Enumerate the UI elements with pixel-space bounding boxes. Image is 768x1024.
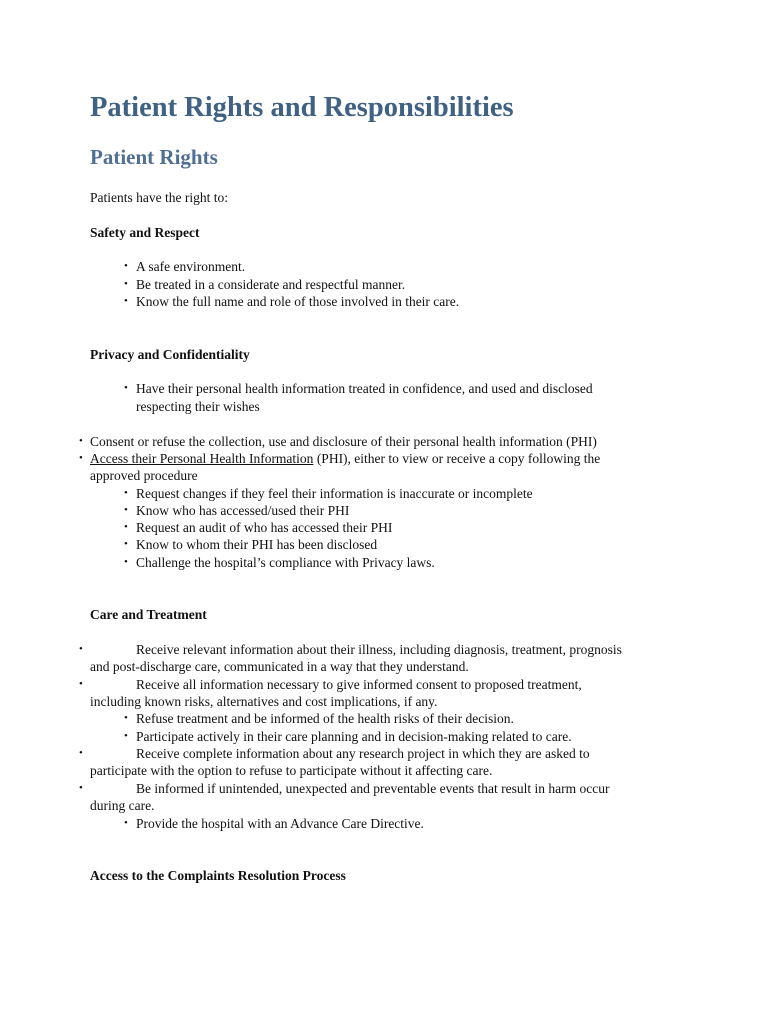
intro-text: Patients have the right to: [90,190,228,205]
section-title-patient-rights: Patient Rights [90,145,218,169]
list-item-care-sub-3: Provide the hospital with an Advance Care Directive. [136,816,424,831]
list-item-privacy-1-line-2: respecting their wishes [136,399,260,414]
list-item-care-sub-1: Refuse treatment and be informed of the health risks of their decision. [136,711,514,726]
bullet-glyph: • [124,521,128,533]
bullet-glyph: • [124,295,128,307]
bullet-glyph: • [124,260,128,272]
bullet-glyph: • [124,504,128,516]
list-item-phi-sub-4: Know to whom their PHI has been disclosed [136,537,378,552]
list-item-care-4-line-1: Be informed if unintended, unexpected and preventable events that result in harm occur [136,781,610,796]
list-item-access-line-1 [90,450,600,467]
list-item-safety-2: Be treated in a considerate and respectful manner. [136,277,406,292]
access-phi-text: (PHI), either to view or receive a copy following the [313,451,601,466]
bullet-glyph: • [124,556,128,568]
access-phi-link[interactable]: Access their Personal Health Information [90,451,314,466]
list-item-access-line-2: approved procedure [90,468,198,483]
list-item-safety-1: A safe environment. [136,259,246,274]
subheading-privacy: Privacy and Confidentiality [90,347,250,362]
bullet-glyph: • [124,730,128,742]
list-item-care-1-line-1: Receive relevant information about their illness, including diagnosis, treatment, prognosis [136,642,622,657]
list-item-phi-sub-1: Request changes if they feel their information is inaccurate or incomplete [136,486,533,501]
bullet-glyph: • [79,678,83,690]
bullet-glyph: • [79,782,83,794]
list-item-care-3-line-1: Receive complete information about any research project in which they are asked to [136,746,590,761]
document-title: Patient Rights and Responsibilities [90,92,514,123]
bullet-glyph: • [124,712,128,724]
list-item-care-1-line-2: and post-discharge care, communicated in a way that they understand. [90,659,469,674]
list-item-phi-sub-2: Know who has accessed/used their PHI [136,503,350,518]
list-item-care-2-line-2: including known risks, alternatives and cost implications, if any. [90,694,438,709]
list-item-care-sub-2: Participate actively in their care planning and in decision-making related to care. [136,729,572,744]
bullet-glyph: • [124,382,128,394]
bullet-glyph: • [79,747,83,759]
subheading-safety-respect: Safety and Respect [90,225,200,240]
list-item-safety-3: Know the full name and role of those involved in their care. [136,294,460,309]
list-item-care-3-line-2: participate with the option to refuse to participate without it affecting care. [90,763,493,778]
subheading-complaints: Access to the Complaints Resolution Process [90,868,346,883]
list-item-phi-sub-5: Challenge the hospital’s compliance with Privacy laws. [136,555,435,570]
bullet-glyph: • [124,538,128,550]
bullet-glyph: • [79,452,83,464]
list-item-phi-sub-3: Request an audit of who has accessed their PHI [136,520,393,535]
list-item-consent: Consent or refuse the collection, use and disclosure of their personal health information (PHI) [90,434,597,449]
bullet-glyph: • [124,278,128,290]
bullet-glyph: • [124,817,128,829]
list-item-care-4-line-2: during care. [90,798,155,813]
bullet-glyph: • [124,487,128,499]
list-item-privacy-1-line-1: Have their personal health information treated in confidence, and used and disclosed [136,381,593,396]
subheading-care-treatment: Care and Treatment [90,607,207,622]
list-item-care-2-line-1: Receive all information necessary to give informed consent to proposed treatment, [136,677,582,692]
bullet-glyph: • [79,643,83,655]
bullet-glyph: • [79,435,83,447]
